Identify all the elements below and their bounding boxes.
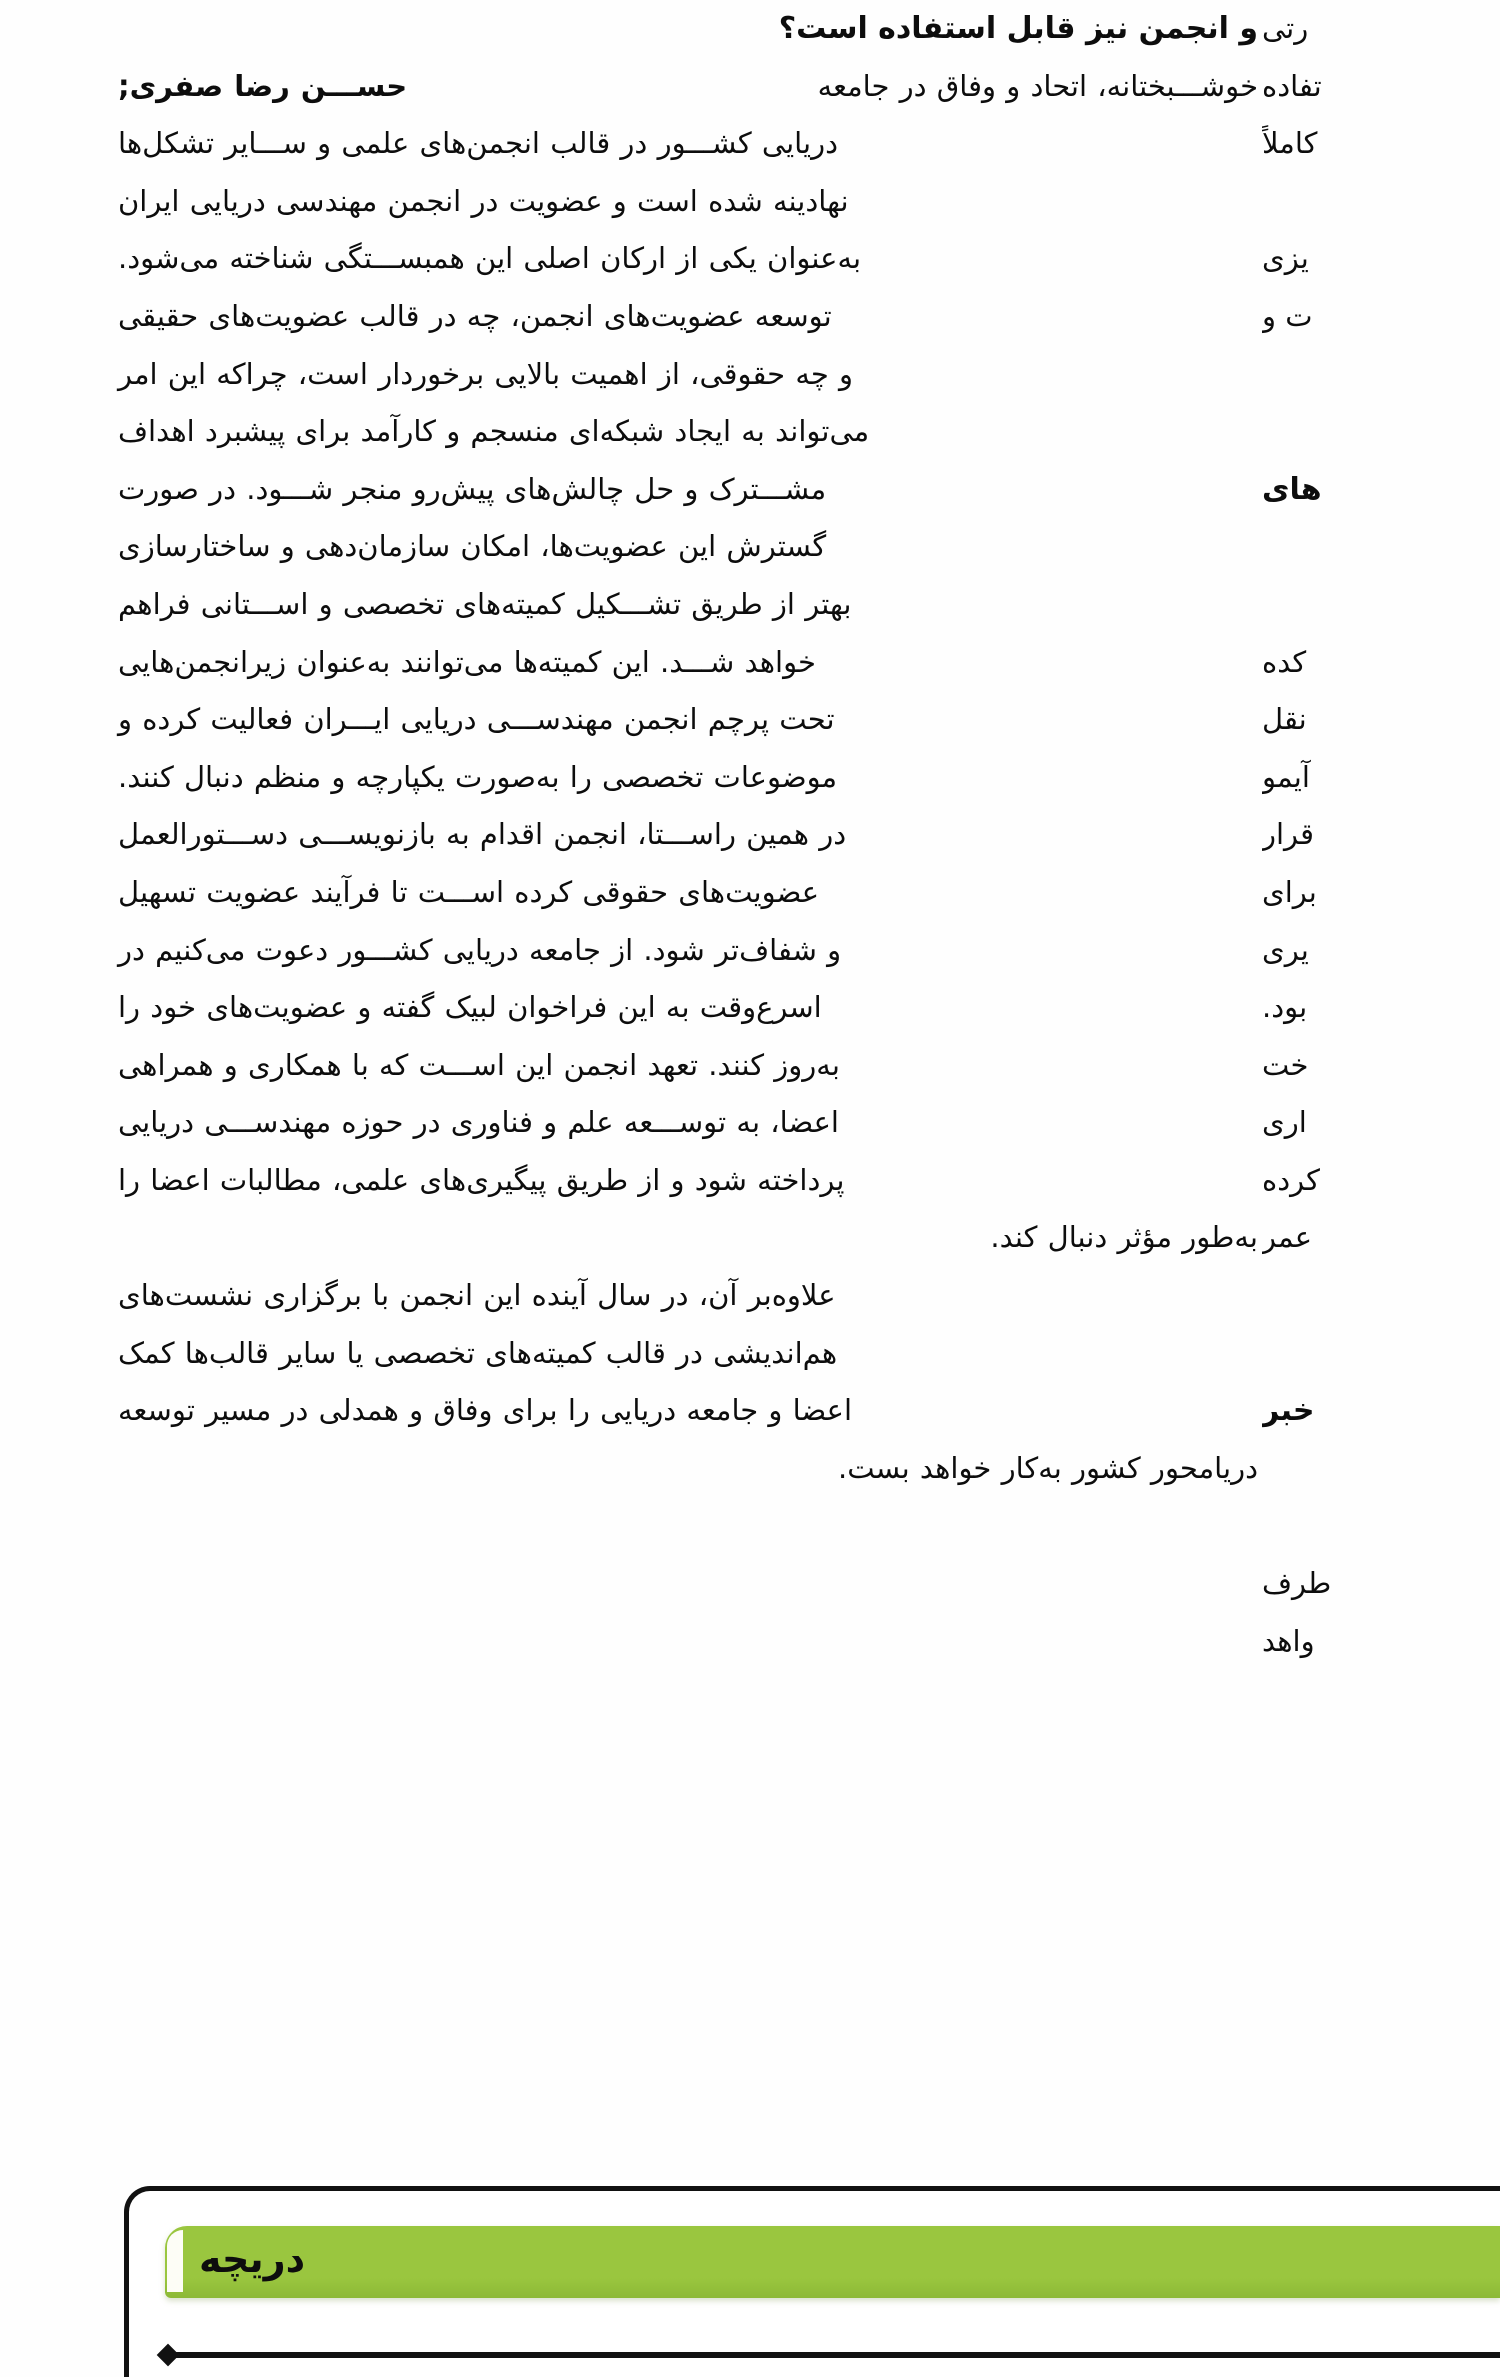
line-text: عضویت‌های حقوقی کرده اســـت تا فرآیند عضویت تسهیل xyxy=(118,874,820,909)
clipped-line: بود. xyxy=(1262,990,1308,1025)
clipped-line xyxy=(1262,1325,1500,1383)
text-line xyxy=(118,1325,1258,1383)
speaker-name: حســـن رضا صفری; xyxy=(118,68,408,103)
clipped-line: یری xyxy=(1262,932,1309,967)
clipped-line: اری xyxy=(1262,1105,1307,1140)
line-text: علاوه‌بر آن، در سال آینده این انجمن با برگزاری نشست‌های xyxy=(118,1278,836,1313)
clipped-line: آیمو xyxy=(1262,759,1310,794)
clipped-line: عمر xyxy=(1262,1220,1313,1255)
question-heading-text: و انجمن نیز قابل استفاده است؟ xyxy=(778,11,1258,46)
section-green-bar xyxy=(165,2226,1500,2298)
text-line xyxy=(118,1267,1258,1325)
line-text: به‌طور مؤثر دنبال کند. xyxy=(990,1220,1258,1255)
line-text: پرداخته شود و از طریق پیگیری‌های علمی، مطالبات اعضا را xyxy=(118,1162,845,1197)
text-line xyxy=(118,288,1258,346)
line-text: مشـــترک و حل چالش‌های پیش‌رو منجر شـــود. در صورت xyxy=(118,471,827,506)
answer-paragraph-2 xyxy=(118,1267,1258,1497)
text-line xyxy=(118,115,1258,173)
text-line xyxy=(118,1209,1258,1267)
text-line xyxy=(118,1094,1258,1152)
clipped-line: ت و xyxy=(1262,298,1313,333)
clipped-line: کرده xyxy=(1262,1162,1320,1197)
clipped-line: نقل xyxy=(1262,702,1307,737)
clipped-line xyxy=(1262,1267,1500,1325)
line-text: در همین راســـتا، انجمن اقدام به بازنویســـی دســـتورالعمل xyxy=(118,817,847,852)
clipped-line: رتی xyxy=(1262,11,1309,45)
line-text: می‌تواند به ایجاد شبکه‌ای منسجم و کارآمد برای پیشبرد اهداف xyxy=(118,414,870,449)
line-text: دریامحور کشور به‌کار خواهد بست. xyxy=(838,1450,1258,1485)
main-text-column xyxy=(118,0,1258,1497)
text-line xyxy=(118,346,1258,404)
text-line xyxy=(118,518,1258,576)
clipped-line xyxy=(1262,173,1500,231)
clipped-line: یزی xyxy=(1262,241,1309,276)
line-text: هم‌اندیشی در قالب کمیته‌های تخصصی یا سایر قالب‌ها کمک xyxy=(118,1335,838,1370)
text-line xyxy=(118,1440,1258,1498)
text-line xyxy=(118,979,1258,1037)
clipped-line xyxy=(1262,1440,1500,1498)
clipped-line: واهد xyxy=(1262,1623,1315,1658)
clipped-line xyxy=(1262,518,1500,576)
line-text: و چه حقوقی، از اهمیت بالایی برخوردار است، چراکه این امر xyxy=(118,356,854,391)
section-box xyxy=(124,2186,1500,2377)
text-line xyxy=(118,922,1258,980)
right-clipped-column xyxy=(1262,0,1500,2090)
clipped-line xyxy=(1262,403,1500,461)
clipped-line: خت xyxy=(1262,1047,1309,1082)
clipped-line: تفاده xyxy=(1262,68,1322,103)
line-text: گسترش این عضویت‌ها، امکان سازمان‌دهی و ساختارسازی xyxy=(118,529,827,564)
clipped-line: قرار xyxy=(1262,817,1314,852)
clipped-line-heading: های xyxy=(1262,471,1322,507)
text-line xyxy=(118,576,1258,634)
text-line xyxy=(118,58,1258,116)
text-line xyxy=(118,864,1258,922)
text-line xyxy=(118,230,1258,288)
text-line xyxy=(118,1037,1258,1095)
answer-paragraph-1 xyxy=(118,58,1258,1267)
clipped-line xyxy=(1262,576,1500,634)
text-line xyxy=(118,634,1258,692)
clipped-line xyxy=(1262,346,1500,404)
line-text: به‌روز کنند. تعهد انجمن این اســـت که با همکاری و همراهی xyxy=(118,1047,840,1082)
clipped-line-heading: خبر xyxy=(1262,1393,1315,1429)
line-text: خواهد شـــد. این کمیته‌ها می‌توانند به‌عنوان زیرانجمن‌هایی xyxy=(118,644,816,679)
section-divider-rule xyxy=(167,2352,1500,2358)
section-title: دریچه xyxy=(199,2237,306,2281)
line-text: موضوعات تخصصی را به‌صورت یکپارچه و منظم دنبال کنند. xyxy=(118,759,838,794)
text-line xyxy=(118,403,1258,461)
line-text: اسرع‌وقت به این فراخوان لبیک گفته و عضویت‌های خود را xyxy=(118,990,822,1025)
line-text: اعضا، به توســـعه علم و فناوری در حوزه مهندســـی دریایی xyxy=(118,1105,839,1140)
text-line xyxy=(118,806,1258,864)
line-text: توسعه عضویت‌های انجمن، چه در قالب عضویت‌های حقیقی xyxy=(118,298,832,333)
clipped-line xyxy=(1262,1497,1500,1555)
text-line xyxy=(118,1152,1258,1210)
line-text: دریایی کشـــور در قالب انجمن‌های علمی و ســـایر تشکل‌ها xyxy=(118,126,839,161)
clipped-line: کده xyxy=(1262,644,1307,679)
clipped-line: طرف xyxy=(1262,1566,1332,1601)
line-text: اعضا و جامعه دریایی را برای وفاق و همدلی در مسیر توسعه xyxy=(118,1393,853,1428)
clipped-line: کاملاً xyxy=(1262,126,1318,161)
text-line xyxy=(118,173,1258,231)
text-line xyxy=(118,749,1258,807)
line-text: و شفاف‌تر شود. از جامعه دریایی کشـــور دعوت می‌کنیم در xyxy=(118,932,842,967)
line-rest: خوشـــبختانه، اتحاد و وفاق در جامعه xyxy=(817,68,1258,103)
line-text: تحت پرچم انجمن مهندســـی دریایی ایـــران فعالیت کرده و xyxy=(118,702,835,737)
text-line xyxy=(118,461,1258,519)
question-heading xyxy=(118,0,1258,58)
clipped-line: برای xyxy=(1262,874,1317,909)
text-line xyxy=(118,691,1258,749)
text-line xyxy=(118,1382,1258,1440)
line-text: بهتر از طریق تشـــکیل کمیته‌های تخصصی و اســـتانی فراهم xyxy=(118,586,852,621)
line-text: به‌عنوان یکی از ارکان اصلی این همبســـتگی شناخته می‌شود. xyxy=(118,241,862,276)
line-text: نهادینه شده است و عضویت در انجمن مهندسی دریایی ایران xyxy=(118,183,849,218)
